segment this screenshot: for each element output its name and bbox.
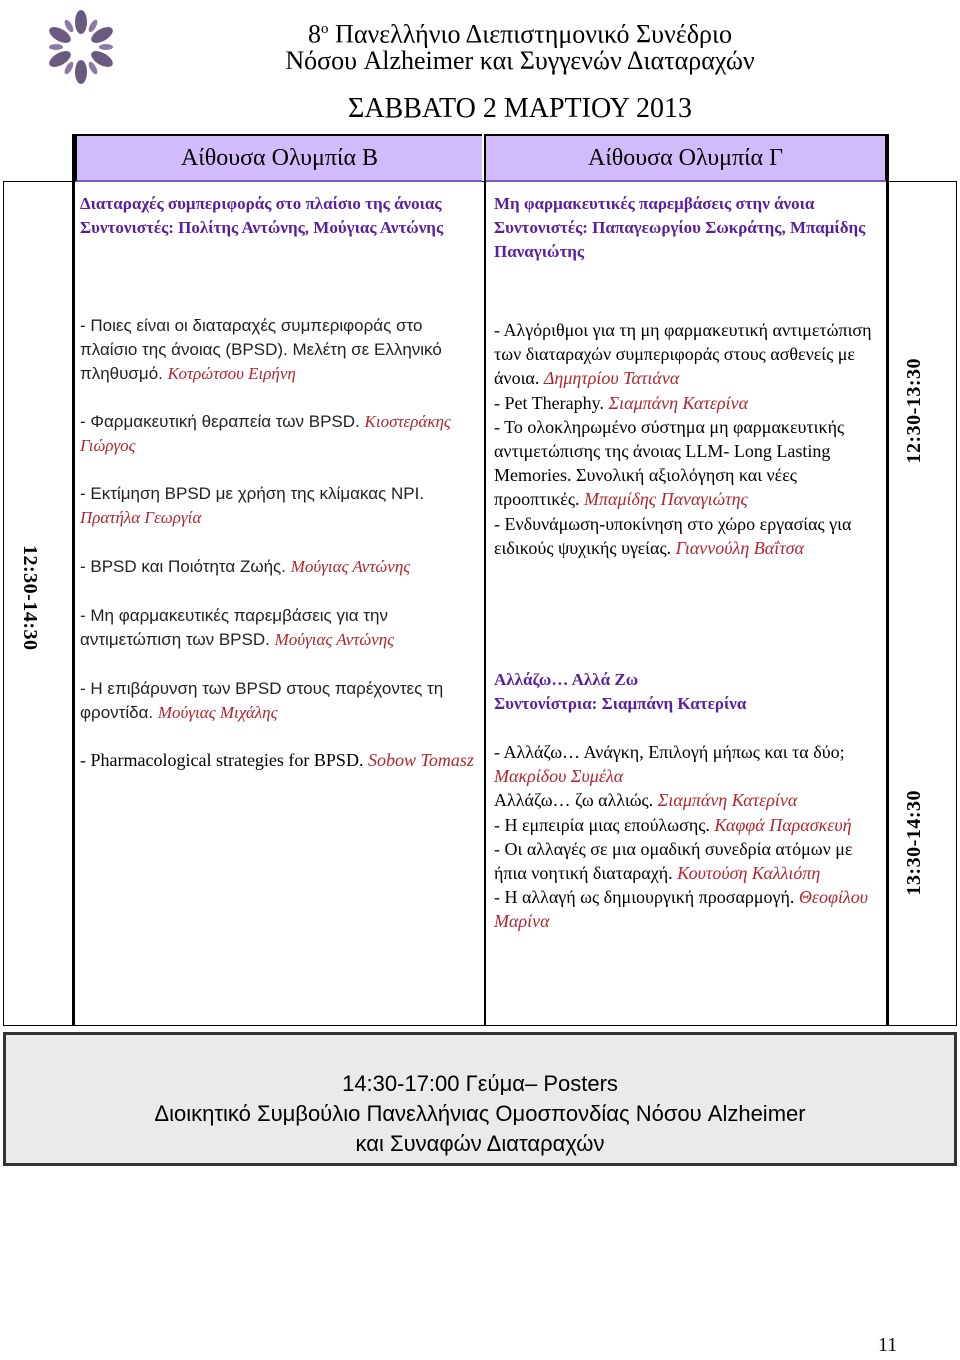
right-session-1-coordinators: Συντονιστές: Παπαγεωργίου Σωκράτης, Μπαμίδης Παναγιώτης: [494, 218, 866, 261]
page-number: 11: [878, 1334, 898, 1356]
flower-logo-icon: [48, 8, 114, 86]
room-header-left: Αίθουσα Ολυμπία Β: [75, 134, 482, 182]
right-session-1-title: Μη φαρμακευτικές παρεμβάσεις στην άνοια: [494, 194, 815, 213]
right2-talk-1: - Αλλάζω… Ανάγκη, Επιλογή μήπως και τα δύο; Μακρίδου Συμέλα: [494, 742, 845, 787]
right2-talk-2: Αλλάζω… ζω αλλιώς. Σιαμπάνη Κατερίνα: [494, 790, 798, 811]
right-talk-2: - Pet Theraphy. Σιαμπάνη Κατερίνα: [494, 392, 749, 413]
column-divider-right: [886, 134, 889, 1026]
left-talk-6: - Η επιβάρυνση των BPSD στους παρέχοντες τη φροντίδα. Μούγιας Μιχάλης: [80, 679, 444, 722]
left-talk-3: - Εκτίμηση BPSD με χρήση της κλίμακας NPI. Πρατήλα Γεωργία: [80, 484, 425, 527]
left-talk-5: - Μη φαρμακευτικές παρεμβάσεις για την αντιμετώπιση των BPSD. Μούγιας Αντώνης: [80, 606, 395, 649]
right-session-2-coordinators: Συντονίστρια: Σιαμπάνη Κατερίνα: [494, 694, 747, 713]
conference-subtitle: Νόσου Alzheimer και Συγγενών Διαταραχών: [285, 46, 755, 75]
right-talk-3: - Το ολοκληρωμένο σύστημα μη φαρμακευτικής αντιμετώπισης της άνοιας LLM- Long Lasting Memories. Συνολική αξιολόγηση και νέες προοπτικές. Μπαμίδης Παναγιώτης: [494, 416, 845, 510]
right2-talk-5: - Η αλλαγή ως δημιουργική προσαρμογή. Θεοφίλου Μαρίνα: [494, 887, 869, 932]
footer-line-3: και Συναφών Διαταραχών: [355, 1131, 605, 1156]
time-label-left: 12:30-14:30: [19, 545, 41, 651]
left-talk-4: - BPSD και Ποιότητα Ζωής. Μούγιας Αντώνης: [80, 557, 411, 576]
right-session-2-talks: [494, 740, 879, 934]
left-talk-2: - Φαρμακευτική θεραπεία των BPSD. Κιοστεράκης Γιώργος: [80, 412, 451, 455]
footer-line-2: Διοικητικό Συμβούλιο Πανελλήνιας Ομοσπονδίας Νόσου Alzheimer: [154, 1101, 806, 1126]
conference-date: ΣΑΒΒΑΤΟ 2 ΜΑΡΤΙΟΥ 2013: [348, 93, 692, 124]
right-talk-1: - Αλγόριθμοι για τη μη φαρμακευτική αντιμετώπιση των διαταραχών συμπεριφοράς στους ασθενείς με άνοια. Δημητρίου Τατιάνα: [494, 320, 872, 389]
left-session-header: [80, 192, 475, 240]
room-header-right: Αίθουσα Ολυμπία Γ: [486, 134, 888, 182]
column-divider-middle: [484, 134, 486, 1026]
right2-talk-3: - Η εμπειρία μιας επούλωσης. Καφφά Παρασκευή: [494, 814, 852, 835]
left-session-coordinators: Συντονιστές: Πολίτης Αντώνης, Μούγιας Αντώνης: [80, 218, 444, 237]
column-divider-left: [72, 134, 75, 1026]
right-session-1-header: [494, 192, 879, 264]
left-session-title: Διαταραχές συμπεριφοράς στο πλαίσιο της άνοιας: [80, 194, 442, 213]
conference-title: $8^o$ Πανελλήνιο Διεπιστημονικό Συνέδριο: [308, 19, 732, 49]
right-session-2-header: [494, 668, 879, 716]
time-label-right-2: 13:30-14:30: [903, 790, 925, 896]
time-label-right-1: 12:30-13:30: [903, 358, 925, 464]
right-talk-4: - Ενδυνάμωση-υποκίνηση στο χώρο εργασίας για ειδικούς ψυχικής υγείας. Γιαννούλη Βαΐτσα: [494, 513, 852, 558]
footer-line-1: 14:30-17:00 Γεύμα– Posters: [342, 1071, 618, 1096]
left-talk-7: - Pharmacological strategies for BPSD. Sobow Tomasz: [80, 750, 474, 770]
left-talk-1: - Ποιες είναι οι διαταραχές συμπεριφοράς στο πλαίσιο της άνοιας (BPSD). Μελέτη σε Ελληνικό πληθυσμό. Κοτρώτσου Ειρήνη: [80, 316, 442, 383]
right2-talk-4: - Οι αλλαγές σε μια ομαδική συνεδρία ατόμων με ήπια νοητική διαταραχή. Κουτούση Καλλιόπη: [494, 838, 853, 884]
lunch-posters-text: [40, 1069, 920, 1159]
right-session-2-title: Αλλάζω… Αλλά Ζω: [494, 670, 639, 689]
right-session-1-talks: [494, 318, 879, 560]
